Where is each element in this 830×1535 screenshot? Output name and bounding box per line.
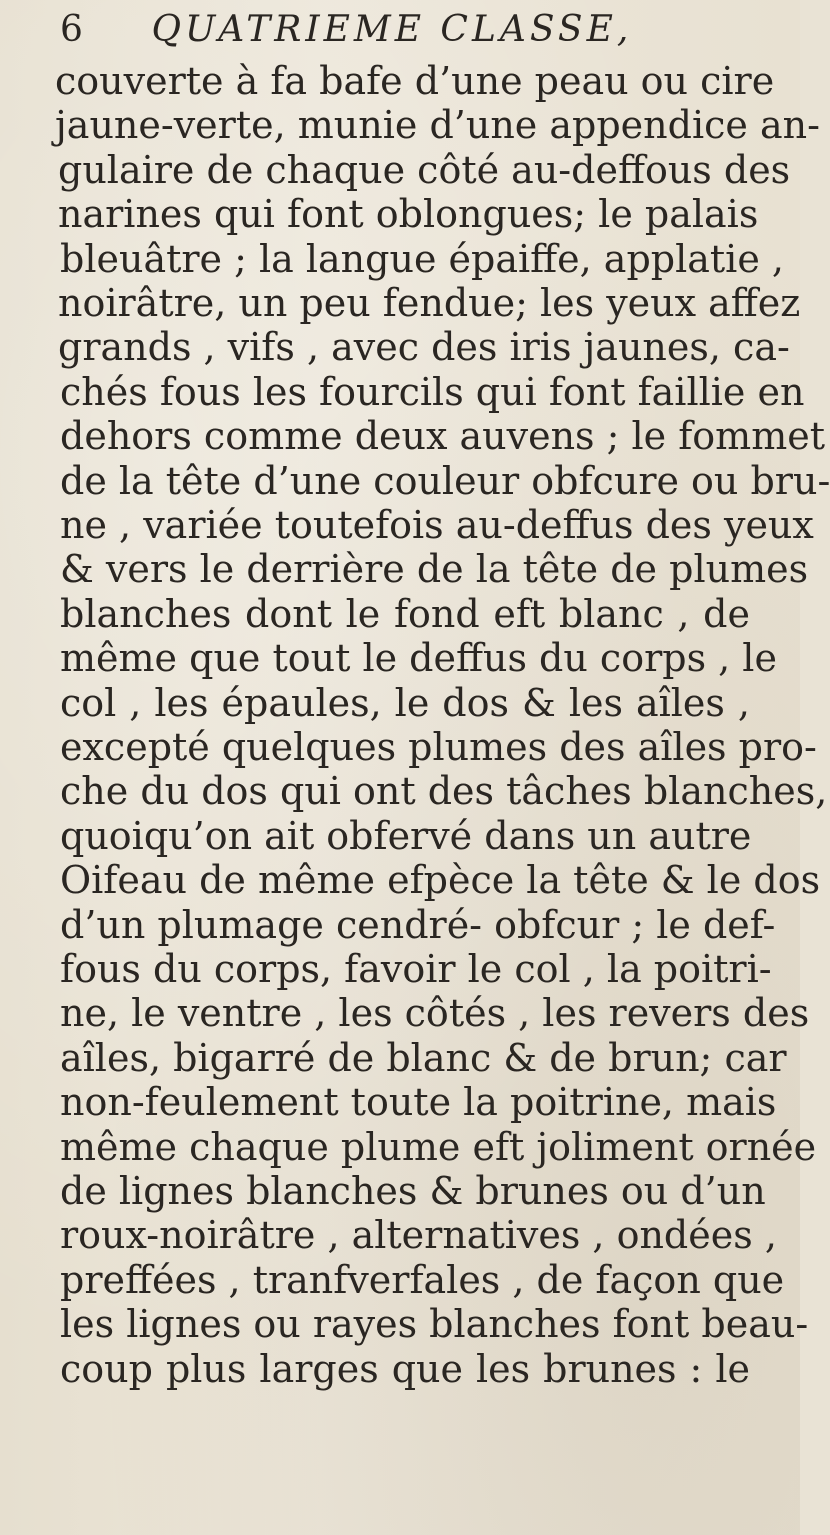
text-line: même que tout le deffus du corps , le	[60, 636, 777, 681]
text-line: de la tête d’une couleur obfcure ou bru-	[60, 458, 830, 503]
running-title: QUATRIEME CLASSE,	[151, 9, 633, 50]
text-line: les lignes ou rayes blanches font beau-	[60, 1302, 809, 1347]
text-line: ne, le ventre , les côtés , les revers des	[60, 991, 810, 1036]
text-line: narines qui font oblongues; le palais	[58, 192, 759, 237]
text-line: grands , vifs , avec des iris jaunes, ca-	[58, 325, 790, 370]
text-line: preffées , tranfverfales , de façon que	[60, 1257, 785, 1302]
text-line: & vers le derrière de la tête de plumes	[60, 547, 809, 592]
text-line: d’un plumage cendré- obfcur ; le def-	[60, 902, 776, 947]
page-header	[60, 4, 760, 56]
text-line: même chaque plume eft joliment ornée	[60, 1124, 817, 1169]
text-line: coup plus larges que les brunes : le	[60, 1346, 750, 1391]
text-line: gulaire de chaque côté au-deffous des	[58, 147, 791, 192]
text-line: bleuâtre ; la langue épaiffe, applatie ,	[60, 236, 784, 281]
text-line: roux-noirâtre , alternatives , ondées ,	[60, 1213, 777, 1258]
text-line: de lignes blanches & brunes ou d’un	[60, 1169, 766, 1213]
text-line: excepté quelques plumes des aîles pro-	[60, 725, 817, 769]
text-line: che du dos qui ont des tâches blanches,	[60, 769, 828, 814]
text-line: jaune-verte, munie d’une appendice an-	[55, 103, 820, 148]
text-line: col , les épaules, le dos & les aîles ,	[60, 680, 750, 725]
text-line: non-feulement toute la poitrine, mais	[60, 1080, 777, 1125]
text-line: ne , variée toutefois au-deffus des yeux	[60, 503, 814, 547]
text-line: fous du corps, favoir le col , la poitri-	[60, 947, 772, 991]
text-line: noirâtre, un peu fendue; les yeux affez	[58, 281, 801, 325]
text-line: dehors comme deux auvens ; le fommet	[60, 414, 826, 459]
text-line: Oifeau de même efpèce la tête & le dos	[60, 858, 821, 903]
text-line: couverte à fa bafe d’une peau ou cire	[55, 59, 775, 103]
page-number: 6	[60, 9, 83, 50]
text-line: quoiqu’on ait obfervé dans un autre	[60, 813, 752, 858]
text-line: chés fous les fourcils qui font faillie en	[60, 369, 805, 414]
text-line: blanches dont le fond eft blanc , de	[60, 591, 750, 636]
text-line: aîles, bigarré de blanc & de brun; car	[60, 1035, 787, 1080]
